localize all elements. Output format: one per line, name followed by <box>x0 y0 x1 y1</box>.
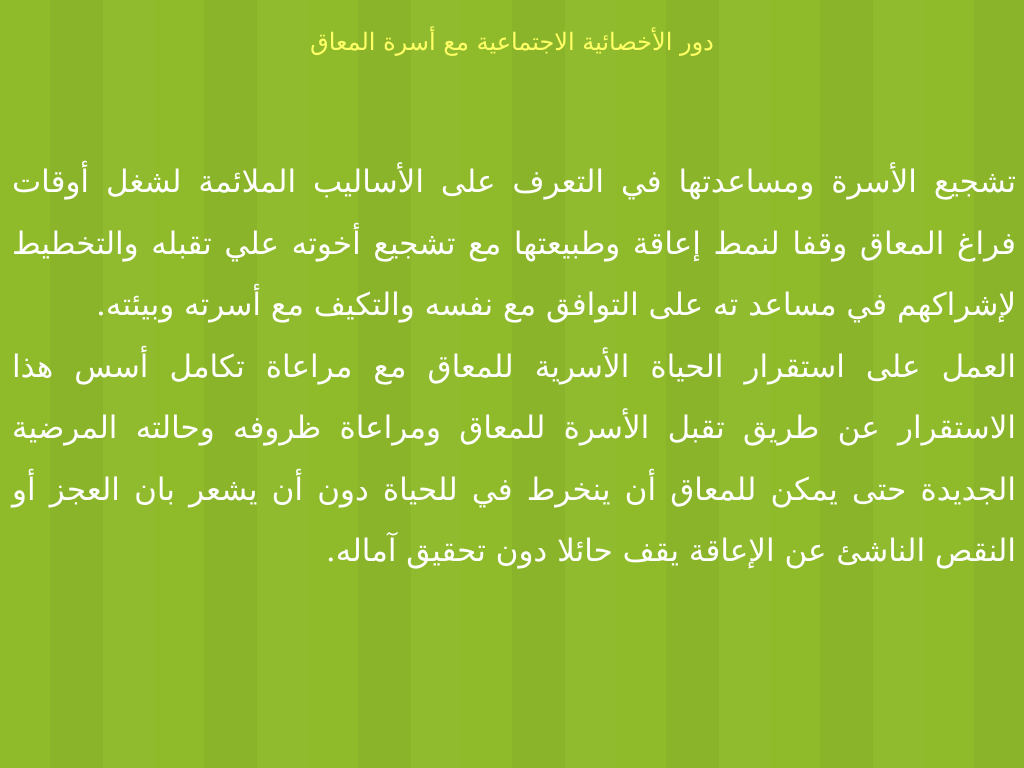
slide-body <box>12 152 1016 583</box>
slide-title: دور الأخصائية الاجتماعية مع أسرة المعاق <box>310 28 714 56</box>
paragraph-family-encouragement: تشجيع الأسرة ومساعدتها في التعرف على الأساليب الملائمة لشغل أوقات فراغ المعاق وقفا لنمط إعاقة وطبيعتها مع تشجيع أخوته علي تقبله والتخطيط لإشراكهم في مساعد ته على التوافق مع نفسه والتكيف مع أسرته وبيئته. <box>12 164 1016 323</box>
paragraph-family-stability: العمل على استقرار الحياة الأسرية للمعاق مع مراعاة تكامل أسس هذا الاستقرار عن طريق تقبل الأسرة للمعاق ومراعاة ظروفه وحالته المرضية الجديدة حتى يمكن للمعاق أن ينخرط في للحياة دون أن يشعر بان العجز أو النقص الناشئ عن الإعاقة يقف حائلا دون تحقيق آماله. <box>12 348 1016 569</box>
